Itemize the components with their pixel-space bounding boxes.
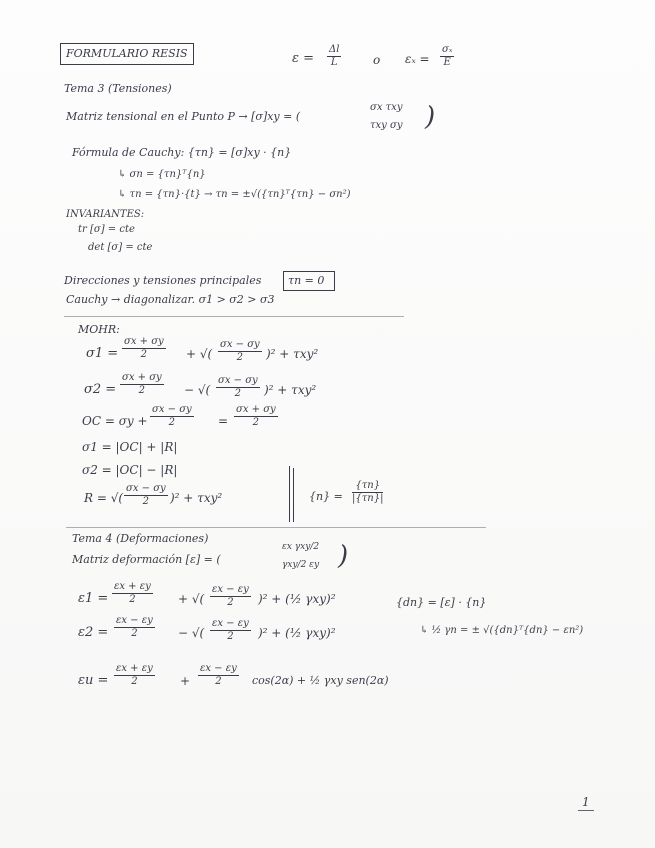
strain-eu-den2: 2	[215, 676, 222, 687]
mohr-s2-inner-den: 2	[234, 388, 242, 399]
unit-normal-frac	[352, 480, 383, 505]
mohr-oc-frac	[150, 404, 194, 429]
strain-e1-inner-den: 2	[227, 597, 234, 608]
strain-e2-den: 2	[131, 628, 138, 639]
strain-eu-plus: +	[180, 674, 191, 688]
tension-matrix-row1: σx τxy	[370, 102, 403, 113]
mohr-s2-inner-num: σx − σy	[218, 375, 258, 386]
strain-lhs: ε =	[292, 51, 315, 66]
strain-fraction	[327, 44, 341, 69]
tema3-title: Tema 3 (Tensiones)	[64, 82, 172, 95]
page-number: 1	[582, 795, 590, 809]
strain-eu-den: 2	[131, 676, 138, 687]
strain-eu-num: εx + εy	[116, 663, 153, 674]
mohr-title: MOHR:	[78, 323, 120, 336]
strain-e1-inner	[210, 584, 251, 609]
strain-e2-tail: )² + (½ γxy)²	[258, 626, 336, 640]
mohr-r-lhs: R = √(	[84, 491, 124, 505]
mohr-s1-abs: σ1 = |OC| + |R|	[82, 440, 178, 454]
strain-eu-lhs: εu =	[78, 673, 109, 688]
strain-matrix-row1: εx γxy/2	[282, 542, 320, 552]
unit-normal-num: {τn}	[352, 480, 383, 493]
displacement-formula: {dn} = [ε] · {n}	[396, 596, 487, 609]
section-divider	[64, 316, 404, 317]
strain-e2-frac	[114, 615, 155, 640]
section-divider-2	[66, 527, 486, 528]
epsilon-lhs: εₓ =	[405, 52, 430, 66]
principal-box-text: τn = 0	[288, 274, 325, 287]
tema4-title: Tema 4 (Deformaciones)	[72, 532, 209, 545]
mohr-s1-inner-num: σx − σy	[220, 339, 260, 350]
unit-normal-lhs: {n} =	[309, 490, 343, 503]
page-number-underline	[578, 810, 594, 811]
strain-e1-den: 2	[129, 594, 136, 605]
strain-e1-frac	[112, 581, 153, 606]
mohr-oc-equals: =	[218, 414, 229, 428]
invariantes-title: INVARIANTES:	[66, 209, 145, 220]
strain-eu-tail: cos(2α) + ½ γxy sen(2α)	[252, 674, 389, 687]
mohr-s1-den: 2	[140, 349, 148, 360]
mohr-s1-sqrt: + √(	[186, 347, 213, 361]
tau-n-formula: ↳ τn = {τn}·{t} → τn = ±√({τn}ᵀ{τn} − σn²)	[118, 189, 351, 200]
equation-separator: o	[373, 53, 381, 67]
cauchy-diagonalize: Cauchy → diagonalizar. σ1 > σ2 > σ3	[66, 293, 275, 306]
mohr-s2-den: 2	[138, 385, 146, 396]
strain-e2-num: εx − εy	[116, 615, 153, 626]
principal-directions: Direcciones y tensiones principales	[64, 274, 262, 287]
strain-e1-lhs: ε1 =	[78, 591, 109, 606]
strain-e2-inner	[210, 618, 251, 643]
strain-e2-lhs: ε2 =	[78, 625, 109, 640]
mohr-s2-inner	[216, 375, 260, 400]
mohr-r-num: σx − σy	[126, 483, 166, 494]
strain-e1-num: εx + εy	[114, 581, 151, 592]
tension-matrix-line: Matriz tensional en el Punto P → [σ]xy = (	[66, 110, 301, 123]
mohr-oc-num2: σx + σy	[236, 404, 276, 415]
mohr-r-tail: )² + τxy²	[170, 491, 223, 505]
strain-den: L	[330, 57, 338, 68]
divider-bar-1	[289, 466, 290, 522]
strain-e2-inner-den: 2	[227, 631, 234, 642]
mohr-s2-lhs: σ2 =	[84, 382, 117, 397]
sigma-n-formula: ↳ σn = {τn}ᵀ{n}	[118, 169, 206, 180]
strain-matrix-row2: γxy/2 εy	[282, 560, 320, 570]
mohr-s1-inner	[218, 339, 262, 364]
invariant-det: det [σ] = cte	[88, 242, 153, 253]
cauchy-formula: Fórmula de Cauchy: {τn} = [σ]xy · {n}	[72, 146, 292, 159]
strain-e1-sqrt: + √(	[178, 592, 205, 606]
strain-num: Δl	[329, 44, 340, 55]
strain-eu-num2: εx − εy	[200, 663, 237, 674]
strain-e1-inner-num: εx − εy	[212, 584, 249, 595]
strain-e1-tail: )² + (½ γxy)²	[258, 592, 336, 606]
strain-matrix-close: )	[338, 541, 349, 571]
mohr-s2-tail: )² + τxy²	[264, 383, 317, 397]
mohr-oc-lhs: OC = σy +	[82, 414, 148, 428]
strain-e2-inner-num: εx − εy	[212, 618, 249, 629]
gamma-n-formula: ↳ ½ γn = ± √({dn}ᵀ{dn} − εn²)	[420, 625, 584, 636]
mohr-s2-num: σx + σy	[122, 372, 162, 383]
mohr-s2-abs: σ2 = |OC| − |R|	[82, 463, 178, 477]
epsilon-den: E	[443, 57, 451, 68]
mohr-oc-den2: 2	[252, 417, 260, 428]
mohr-s2-frac	[120, 372, 164, 397]
page-title: FORMULARIO RESIS	[66, 47, 188, 60]
mohr-r-den: 2	[142, 496, 150, 507]
mohr-oc-den: 2	[168, 417, 176, 428]
strain-matrix-line: Matriz deformación [ε] = (	[72, 553, 221, 566]
strain-eu-frac2	[198, 663, 239, 688]
mohr-s1-lhs: σ1 =	[86, 346, 119, 361]
epsilon-num: σₓ	[442, 44, 453, 55]
invariant-trace: tr [σ] = cte	[78, 224, 135, 235]
mohr-r-frac	[124, 483, 168, 508]
epsilon-fraction	[440, 44, 454, 69]
strain-e2-sqrt: − √(	[178, 626, 205, 640]
tension-matrix-row2: τxy σy	[370, 120, 403, 131]
divider-bar-2	[293, 468, 294, 522]
mohr-s1-inner-den: 2	[236, 352, 244, 363]
mohr-s2-sqrt: − √(	[184, 383, 211, 397]
mohr-oc-frac2	[234, 404, 278, 429]
mohr-s1-num: σx + σy	[124, 336, 164, 347]
mohr-s1-tail: )² + τxy²	[266, 347, 319, 361]
mohr-s1-frac	[122, 336, 166, 361]
tension-matrix-close: )	[425, 102, 436, 132]
unit-normal-den: |{τn}|	[352, 493, 384, 504]
mohr-oc-num: σx − σy	[152, 404, 192, 415]
strain-eu-frac	[114, 663, 155, 688]
